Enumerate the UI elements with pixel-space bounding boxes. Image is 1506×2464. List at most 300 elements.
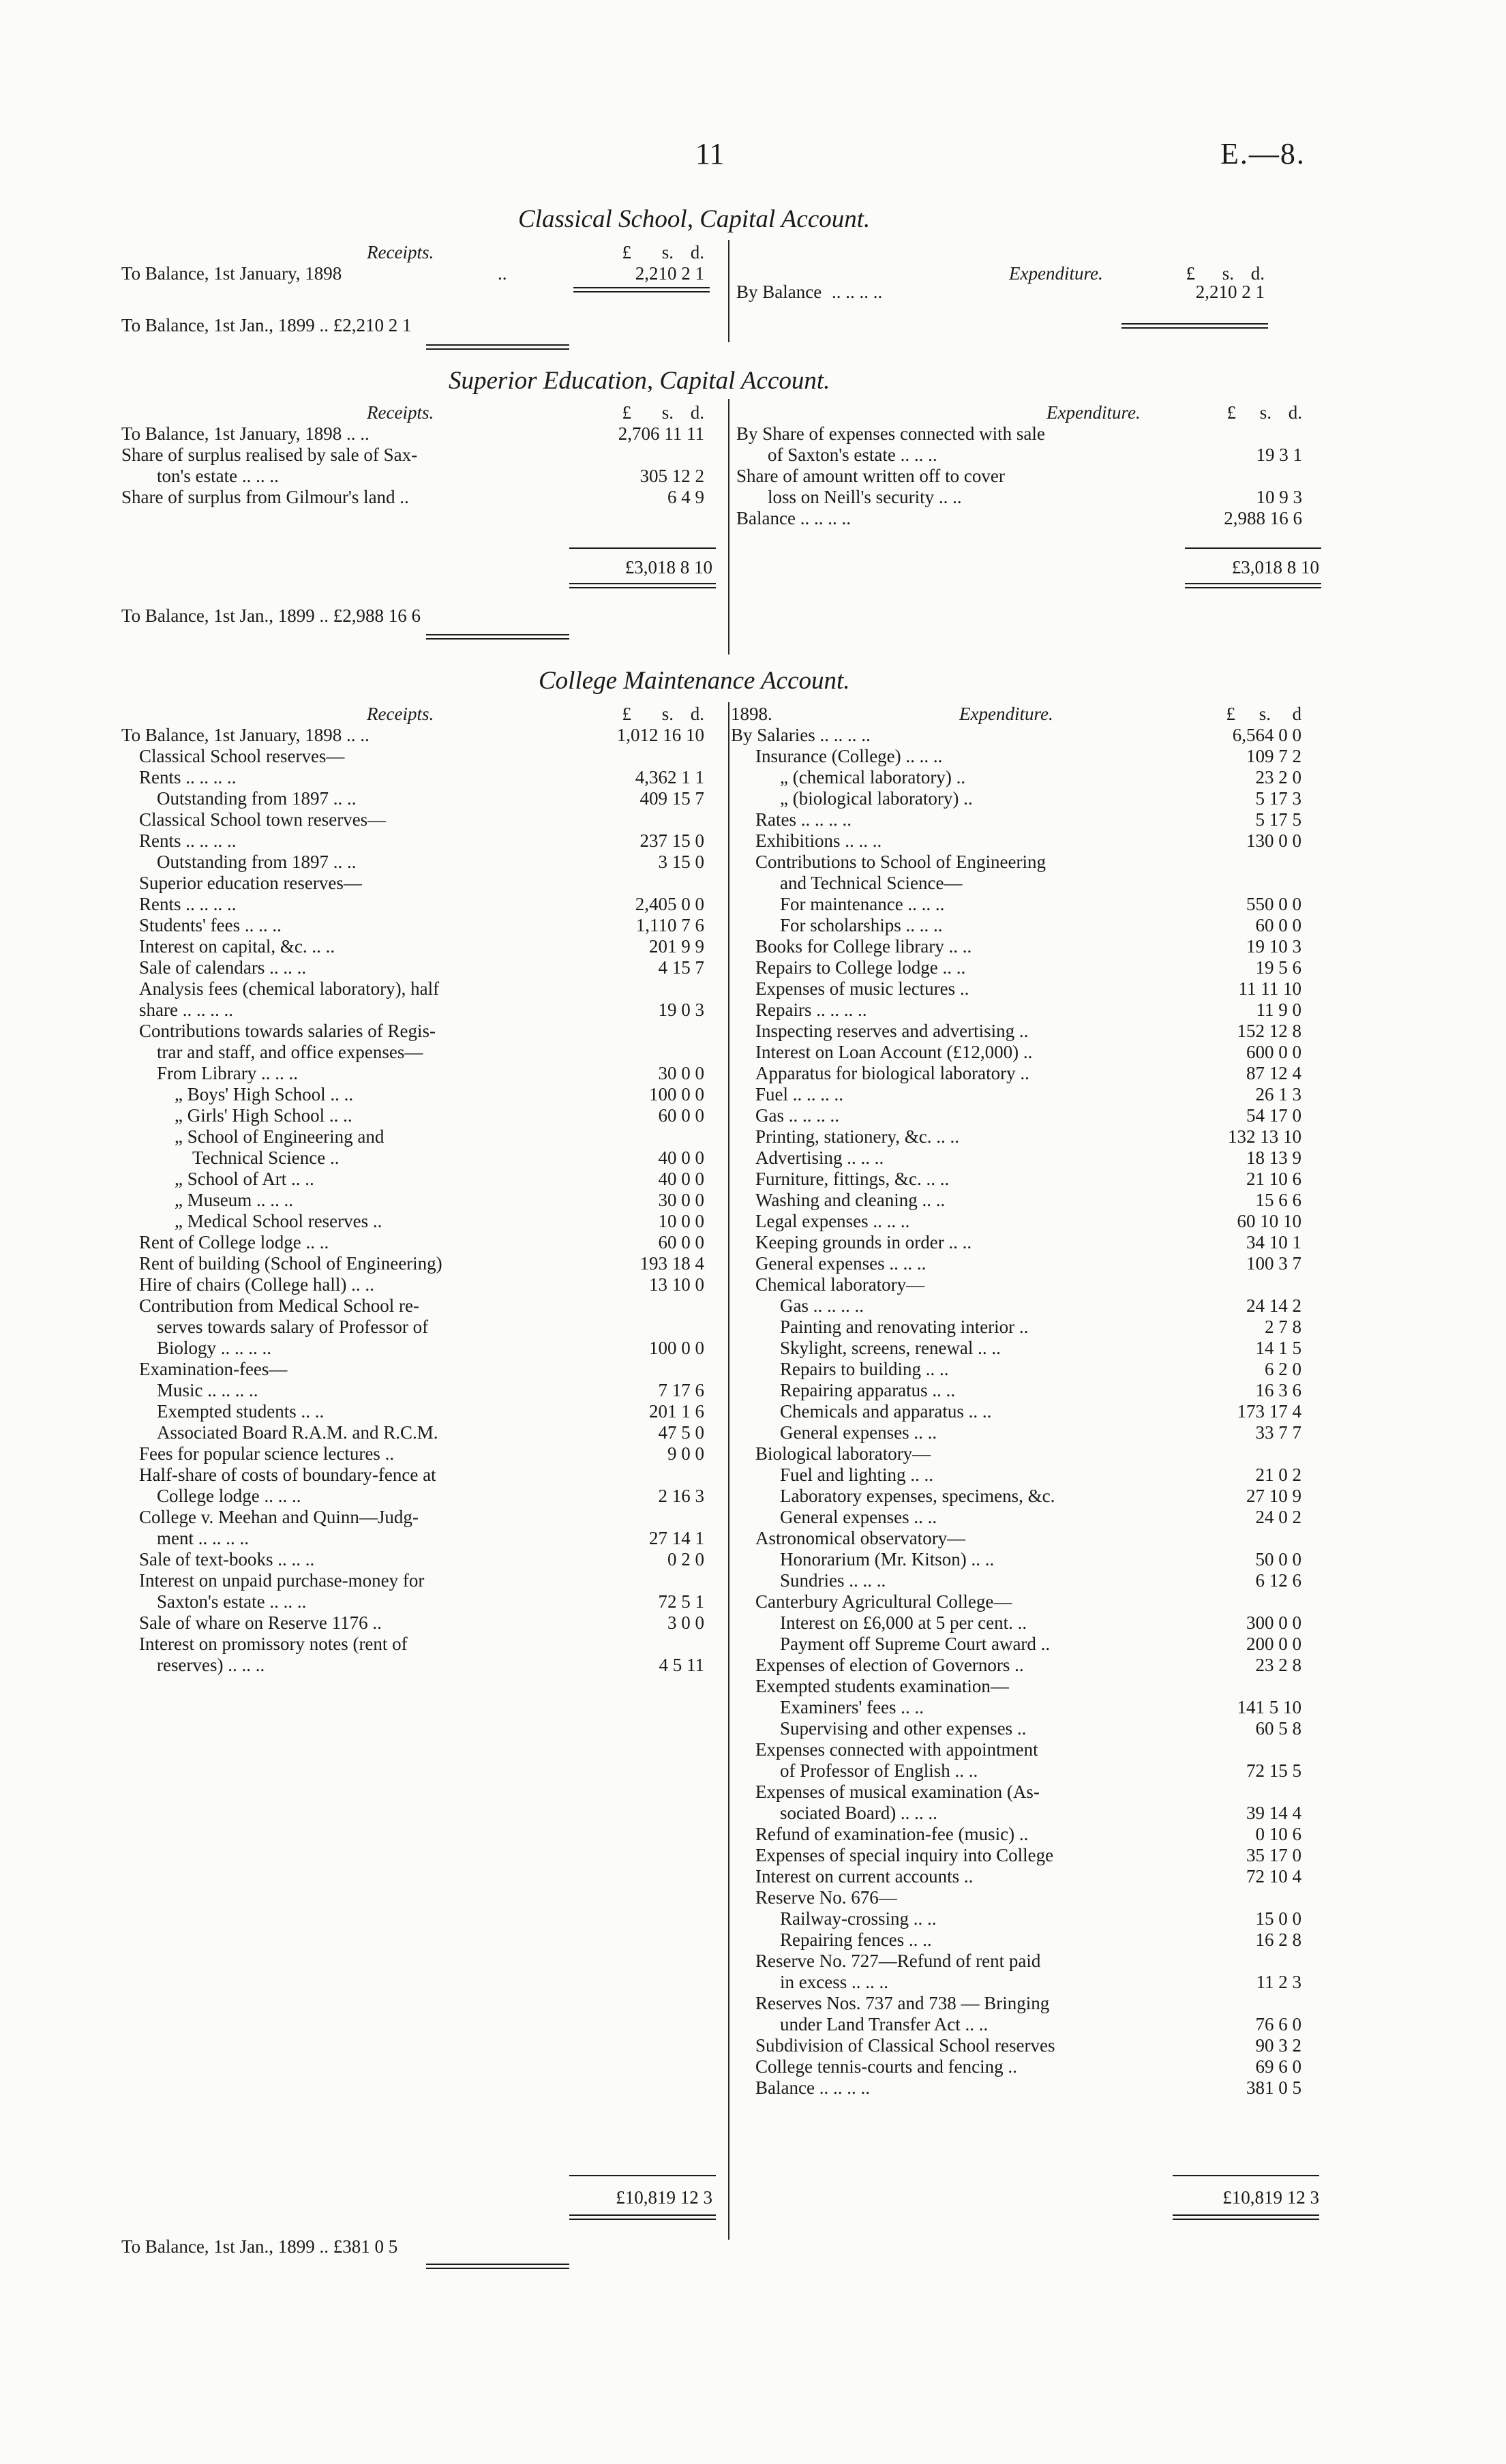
college-receipt-row-amount: 100 0 0 [649, 1338, 704, 1358]
college-receipts-heading: Receipts. [367, 704, 434, 724]
college-expenditure-row-label: Expenses of election of Governors .. [755, 1655, 1024, 1675]
college-receipt-row-label: Rents .. .. .. .. [139, 767, 237, 787]
college-expenditure-row-label: Books for College library .. .. [755, 936, 972, 957]
college-receipt-row-amount: 409 15 7 [639, 788, 704, 809]
college-expenditure-row-amount: 6 12 6 [1255, 1570, 1301, 1591]
superior-balance-forward: To Balance, 1st Jan., 1899 .. £2,988 16 6 [121, 605, 421, 626]
superior-expenditure-row-amount: 19 3 1 [1256, 445, 1302, 465]
col-pound: £ [622, 242, 631, 262]
college-receipt-row-amount: 60 0 0 [658, 1105, 704, 1126]
classical-title: Classical School, Capital Account. [518, 205, 871, 233]
college-receipt-row-amount: 72 5 1 [658, 1591, 704, 1612]
col-pound: £ [622, 402, 631, 423]
college-expenditure-row [731, 1000, 1331, 1021]
college-expenditure-row-amount: 23 2 8 [1255, 1655, 1301, 1675]
college-expenditure-row-label: Fuel and lighting .. .. [780, 1464, 933, 1485]
college-expenditure-row-label: Painting and renovating interior .. [780, 1317, 1029, 1337]
college-receipt-row-amount: 9 0 0 [667, 1443, 704, 1464]
college-expenditure-row [731, 1401, 1331, 1422]
college-expenditure-row [731, 809, 1331, 830]
college-expenditure-row-amount: 16 3 6 [1255, 1380, 1301, 1400]
college-expenditure-row-label: Reserve No. 727—Refund of rent paid [755, 1951, 1041, 1971]
college-receipt-row-amount: 201 9 9 [649, 936, 704, 957]
col-shillings: s. [661, 704, 674, 724]
college-expenditure-row-label: Contributions to School of Engineering [755, 852, 1046, 872]
superior-receipts-total: £3,018 8 10 [624, 557, 712, 577]
college-receipt-row [121, 1232, 721, 1253]
college-receipt-row-label: Rent of College lodge .. .. [139, 1232, 329, 1252]
college-expenditure-row [731, 1866, 1331, 1887]
college-expenditure-row [731, 1317, 1331, 1338]
college-receipt-row [121, 1169, 721, 1190]
college-receipt-row-label: Outstanding from 1897 .. .. [157, 852, 357, 872]
classical-expenditure [736, 263, 1323, 345]
double-rule [426, 2268, 569, 2269]
college-receipt-row-label: ment .. .. .. .. [157, 1528, 249, 1548]
college-expenditure-row-label: Refund of examination-fee (music) .. [755, 1824, 1029, 1844]
college-receipt-row [121, 1042, 721, 1063]
college-expenditure-row [731, 1084, 1331, 1105]
college-expenditure-row [731, 1169, 1331, 1190]
superior-expenditure-row-label: Share of amount written off to cover [736, 466, 1005, 486]
college-expenditure-row-label: Laboratory expenses, specimens, &c. [780, 1486, 1055, 1506]
college-expenditure-row [731, 1105, 1331, 1126]
college-receipt-row-label: To Balance, 1st January, 1898 .. .. [121, 725, 370, 745]
college-receipt-row-amount: 2,405 0 0 [635, 894, 704, 914]
college-expenditure-row-amount: 173 17 4 [1237, 1401, 1301, 1422]
col-shillings: s. [661, 402, 674, 423]
double-rule [569, 2219, 716, 2220]
college-receipt-row-amount: 19 0 3 [658, 1000, 704, 1020]
college-receipt-row-amount: 47 5 0 [658, 1422, 704, 1443]
college-expenditure-row-label: Examiners' fees .. .. [780, 1697, 924, 1717]
college-receipt-row-label: College lodge .. .. .. [157, 1486, 301, 1506]
col-pound: £ [1226, 402, 1236, 423]
college-expenditure-row-amount: 69 6 0 [1255, 2056, 1301, 2077]
college-expenditure-row [731, 1063, 1331, 1084]
college-receipt-row [121, 767, 721, 788]
college-expenditure-row-label: For scholarships .. .. .. [780, 915, 943, 935]
college-receipt-row [121, 1401, 721, 1422]
col-pence: d [1292, 704, 1301, 724]
college-expenditure-row-amount: 72 15 5 [1246, 1760, 1301, 1781]
college-receipt-row-label: Associated Board R.A.M. and R.C.M. [157, 1422, 438, 1443]
college-receipt-row-label: reserves) .. .. .. [157, 1655, 265, 1675]
total-rule [1173, 2175, 1319, 2176]
college-expenditure-row-label: „ (biological laboratory) .. [780, 788, 973, 809]
double-rule [1121, 327, 1268, 329]
college-receipt-row-label: Half-share of costs of boundary-fence at [139, 1464, 436, 1485]
college-expenditure-row-amount: 50 0 0 [1255, 1549, 1301, 1569]
double-rule [426, 348, 569, 350]
college-receipt-row-amount: 27 14 1 [649, 1528, 704, 1548]
college-expenditure-row [731, 1591, 1331, 1612]
college-expenditure-row [731, 746, 1331, 767]
superior-receipt-row [121, 466, 721, 487]
college-expenditure-row-amount: 381 0 5 [1246, 2077, 1301, 2098]
college-receipt-row-label: Interest on capital, &c. .. .. [139, 936, 335, 957]
college-receipt-row-label: Rents .. .. .. .. [139, 894, 237, 914]
college-receipt-row-amount: 4 15 7 [658, 957, 704, 978]
college-expenditure-row [731, 1443, 1331, 1464]
col-pence: d. [690, 242, 704, 262]
college-expenditure-row [731, 725, 1331, 746]
college-expenditure-row [731, 1824, 1331, 1845]
college-expenditure-row [731, 1634, 1331, 1655]
college-receipt-row-amount: 7 17 6 [658, 1380, 704, 1400]
double-rule [569, 583, 716, 584]
college-receipt-row [121, 1422, 721, 1443]
college-expenditure-row-label: Skylight, screens, renewal .. .. [780, 1338, 1001, 1358]
college-expenditure-row-label: Exempted students examination— [755, 1676, 1009, 1696]
superior-expenditure-row-label: loss on Neill's security .. .. [768, 487, 962, 507]
college-expenditure-row [731, 1908, 1331, 1929]
college-expenditure-row-amount: 11 11 10 [1238, 978, 1301, 999]
college-expenditure-row [731, 1760, 1331, 1782]
college-receipt-row-label: Hire of chairs (College hall) .. .. [139, 1274, 374, 1295]
college-receipt-row-label: Sale of text-books .. .. .. [139, 1549, 315, 1569]
superior-receipt-row-label: To Balance, 1st January, 1898 .. .. [121, 423, 370, 444]
superior-expenditure-total: £3,018 8 10 [1231, 557, 1319, 577]
college-receipt-row [121, 1063, 721, 1084]
college-expenditure-row-amount: 34 10 1 [1246, 1232, 1301, 1252]
college-receipt-row [121, 1612, 721, 1634]
college-expenditure-row-label: Interest on Loan Account (£12,000) .. [755, 1042, 1033, 1062]
college-expenditure-row-amount: 87 12 4 [1246, 1063, 1301, 1083]
college-receipt-row [121, 1359, 721, 1380]
college-expenditure-row-label: in excess .. .. .. [780, 1972, 888, 1992]
col-shillings: s. [1259, 704, 1271, 724]
superior-receipts-heading: Receipts. [367, 402, 434, 423]
college-receipts-total: £10,819 12 3 [616, 2187, 712, 2208]
college-expenditure-row-label: sociated Board) .. .. .. [780, 1803, 937, 1823]
college-receipt-row [121, 1084, 721, 1105]
superior-expenditure-row [736, 487, 1323, 508]
college-receipt-row-label: serves towards salary of Professor of [157, 1317, 429, 1337]
college-expenditure-row [731, 852, 1331, 873]
college-expenditure-row [731, 1803, 1331, 1824]
college-receipt-row [121, 1295, 721, 1317]
college-receipt-row-label: Fees for popular science lectures .. [139, 1443, 395, 1464]
college-expenditure-row-label: Reserve No. 676— [755, 1887, 897, 1908]
college-receipt-row [121, 1528, 721, 1549]
college-expenditure-row-label: Gas .. .. .. .. [780, 1295, 864, 1316]
double-rule [426, 638, 569, 640]
college-receipt-row-amount: 0 2 0 [667, 1549, 704, 1569]
college-receipt-row-label: Rents .. .. .. .. [139, 830, 237, 851]
classical-receipt-dots: .. [498, 263, 507, 284]
college-receipt-row-amount: 30 0 0 [658, 1063, 704, 1083]
double-rule [426, 344, 569, 346]
college-receipt-row-label: „ Boys' High School .. .. [175, 1084, 354, 1105]
col-shillings: s. [1222, 263, 1234, 284]
superior-receipt-row-label: Share of surplus from Gilmour's land .. [121, 487, 409, 507]
superior-receipts [121, 402, 721, 508]
college-expenditure-row [731, 1253, 1331, 1274]
college-expenditure-row-label: Apparatus for biological laboratory .. [755, 1063, 1029, 1083]
college-receipt-row [121, 936, 721, 957]
college-receipt-row-label: „ Girls' High School .. .. [175, 1105, 352, 1126]
college-expenditure-row-label: General expenses .. .. [780, 1507, 937, 1527]
double-rule [573, 291, 710, 292]
college-expenditure-row-amount: 76 6 0 [1255, 2014, 1301, 2034]
college-receipt-row [121, 1021, 721, 1042]
college-expenditure-row-label: Legal expenses .. .. .. [755, 1211, 910, 1231]
college-expenditure-row-label: Rates .. .. .. .. [755, 809, 852, 830]
college-expenditure-row-label: Reserves Nos. 737 and 738 — Bringing [755, 1993, 1050, 2013]
college-expenditure-row-amount: 130 0 0 [1246, 830, 1301, 851]
col-pence: d. [690, 402, 704, 423]
college-balance-forward: To Balance, 1st Jan., 1899 .. £381 0 5 [121, 2236, 398, 2257]
college-expenditure-row-amount: 23 2 0 [1255, 767, 1301, 787]
superior-receipt-row [121, 423, 721, 445]
college-expenditure-row-amount: 33 7 7 [1255, 1422, 1301, 1443]
college-expenditure-row-amount: 152 12 8 [1237, 1021, 1301, 1041]
classical-receipt-amount: 2,210 2 1 [635, 263, 704, 284]
college-receipt-row [121, 1443, 721, 1464]
college-expenditure-row-amount: 11 9 0 [1256, 1000, 1301, 1020]
college-expenditure-row-label: Interest on £6,000 at 5 per cent. .. [780, 1612, 1027, 1633]
college-expenditure-row [731, 2014, 1331, 2035]
college-expenditure-row-label: College tennis-courts and fencing .. [755, 2056, 1017, 2077]
college-expenditure-row-amount: 141 5 10 [1237, 1697, 1301, 1717]
college-expenditure-row-label: Chemicals and apparatus .. .. [780, 1401, 992, 1422]
college-expenditure-row [731, 894, 1331, 915]
col-shillings: s. [1259, 402, 1271, 423]
college-receipt-row [121, 809, 721, 830]
college-receipt-row-label: Students' fees .. .. .. [139, 915, 282, 935]
double-rule [569, 587, 716, 588]
college-expenditure-row-label: Honorarium (Mr. Kitson) .. .. [780, 1549, 995, 1569]
superior-expenditure-row-label: of Saxton's estate .. .. .. [768, 445, 937, 465]
college-receipt-row-amount: 60 0 0 [658, 1232, 704, 1252]
college-expenditure-row [731, 1338, 1331, 1359]
col-pence: d. [1288, 402, 1302, 423]
college-expenditure-row [731, 1676, 1331, 1697]
superior-receipt-row-amount: 2,706 11 11 [618, 423, 704, 444]
college-expenditure-row [731, 788, 1331, 809]
college-receipt-row [121, 830, 721, 852]
college-receipt-row-label: share .. .. .. .. [139, 1000, 233, 1020]
college-receipt-row-label: Classical School reserves— [139, 746, 345, 766]
college-expenditure-row [731, 1718, 1331, 1739]
college-expenditure-row [731, 1612, 1331, 1634]
college-receipt-row-amount: 3 15 0 [658, 852, 704, 872]
superior-expenditure-row [736, 445, 1323, 466]
college-expenditure-row-label: Balance .. .. .. .. [755, 2077, 870, 2098]
college-expenditure-row-label: Canterbury Agricultural College— [755, 1591, 1012, 1612]
college-receipt-row [121, 852, 721, 873]
college-expenditure-row-amount: 15 6 6 [1255, 1190, 1301, 1210]
superior-expenditure-row-label: By Share of expenses connected with sale [736, 423, 1045, 444]
college-expenditure-row-amount: 21 0 2 [1255, 1464, 1301, 1485]
college-receipt-row [121, 1507, 721, 1528]
col-pound: £ [1226, 704, 1235, 724]
college-expenditure-row-amount: 11 2 3 [1256, 1972, 1301, 1992]
superior-receipt-row [121, 445, 721, 466]
college-expenditure-row-label: General expenses .. .. .. [755, 1253, 927, 1274]
college-expenditure-row-label: Astronomical observatory— [755, 1528, 966, 1548]
college-expenditure-row-label: Gas .. .. .. .. [755, 1105, 839, 1126]
classical-divider [728, 240, 729, 342]
college-expenditure-row-amount: 24 0 2 [1255, 1507, 1301, 1527]
college-receipt-row-amount: 100 0 0 [649, 1084, 704, 1105]
classical-expenditure-amount: 2,210 2 1 [1195, 282, 1265, 302]
college-receipt-row-label: Contribution from Medical School re- [139, 1295, 419, 1316]
college-receipt-row-label: Superior education reserves— [139, 873, 362, 893]
college-receipt-row-amount: 2 16 3 [658, 1486, 704, 1506]
college-expenditure [731, 704, 1331, 2099]
college-receipt-row [121, 1549, 721, 1570]
college-receipt-row [121, 1000, 721, 1021]
college-expenditure-row-amount: 300 0 0 [1246, 1612, 1301, 1633]
college-expenditure-row [731, 957, 1331, 978]
college-expenditure-row-label: Printing, stationery, &c. .. .. [755, 1126, 959, 1147]
college-expenditure-row [731, 978, 1331, 1000]
college-receipt-row [121, 1211, 721, 1232]
college-expenditure-row-amount: 18 13 9 [1246, 1147, 1301, 1168]
college-receipt-row-amount: 1,110 7 6 [635, 915, 704, 935]
college-expenditure-row-label: Repairing apparatus .. .. [780, 1380, 956, 1400]
college-expenditure-row [731, 1887, 1331, 1908]
college-expenditure-row [731, 1782, 1331, 1803]
college-expenditure-row-amount: 60 0 0 [1255, 915, 1301, 935]
college-expenditure-row-label: Payment off Supreme Court award .. [780, 1634, 1051, 1654]
college-receipt-row [121, 746, 721, 767]
college-receipt-row-amount: 13 10 0 [649, 1274, 704, 1295]
college-expenditure-row-label: „ (chemical laboratory) .. [780, 767, 966, 787]
total-rule [569, 547, 716, 549]
superior-receipt-row-label: ton's estate .. .. .. [157, 466, 279, 486]
college-expenditure-total: £10,819 12 3 [1222, 2187, 1319, 2208]
college-expenditure-row-label: Supervising and other expenses .. [780, 1718, 1027, 1739]
college-expenditure-row-amount: 24 14 2 [1246, 1295, 1301, 1316]
college-receipt-row-label: „ Medical School reserves .. [175, 1211, 382, 1231]
college-expenditure-row-label: Expenses of musical examination (As- [755, 1782, 1040, 1802]
college-expenditure-row-label: Expenses of music lectures .. [755, 978, 969, 999]
superior-title: Superior Education, Capital Account. [449, 367, 830, 395]
college-receipt-row [121, 1338, 721, 1359]
superior-expenditure-row [736, 423, 1323, 445]
college-expenditure-row-amount: 39 14 4 [1246, 1803, 1301, 1823]
college-expenditure-row [731, 1697, 1331, 1718]
college-expenditure-row [731, 1232, 1331, 1253]
double-rule [1121, 323, 1268, 325]
college-receipt-row [121, 725, 721, 746]
col-pound: £ [1186, 263, 1195, 284]
superior-expenditure-row-amount: 2,988 16 6 [1224, 508, 1302, 528]
superior-receipt-row [121, 487, 721, 508]
superior-receipt-row-amount: 305 12 2 [639, 466, 704, 486]
college-receipt-row-label: Music .. .. .. .. [157, 1380, 258, 1400]
college-expenditure-row-amount: 0 10 6 [1255, 1824, 1301, 1844]
double-rule [1185, 583, 1321, 584]
college-expenditure-row-amount: 72 10 4 [1246, 1866, 1301, 1887]
total-rule [569, 2175, 716, 2176]
college-receipt-row-label: „ School of Art .. .. [175, 1169, 314, 1189]
classical-receipts-heading: Receipts. [367, 242, 434, 262]
college-receipt-row-label: Contributions towards salaries of Regis- [139, 1021, 436, 1041]
college-divider [728, 702, 729, 2240]
college-expenditure-row-amount: 90 3 2 [1255, 2035, 1301, 2056]
college-expenditure-row-label: For maintenance .. .. .. [780, 894, 945, 914]
college-expenditure-row-label: Repairs .. .. .. .. [755, 1000, 867, 1020]
college-receipt-row-amount: 237 15 0 [639, 830, 704, 851]
college-expenditure-row [731, 1929, 1331, 1951]
college-expenditure-row-label: Subdivision of Classical School reserves [755, 2035, 1055, 2056]
college-receipt-row-label: Biology .. .. .. .. [157, 1338, 272, 1358]
college-expenditure-row-amount: 60 5 8 [1255, 1718, 1301, 1739]
college-receipt-row-amount: 30 0 0 [658, 1190, 704, 1210]
college-expenditure-row [731, 2077, 1331, 2099]
college-expenditure-row [731, 915, 1331, 936]
college-receipt-row [121, 915, 721, 936]
double-rule [1173, 2214, 1319, 2216]
superior-expenditure-row [736, 466, 1323, 487]
college-expenditure-row-label: Repairs to College lodge .. .. [755, 957, 966, 978]
superior-expenditure-row [736, 508, 1323, 529]
double-rule [1185, 587, 1321, 588]
college-expenditure-row-amount: 21 10 6 [1246, 1169, 1301, 1189]
college-expenditure-row-label: Interest on current accounts .. [755, 1866, 974, 1887]
college-receipt-row-label: Rent of building (School of Engineering) [139, 1253, 442, 1274]
college-expenditure-row-label: Sundries .. .. .. [780, 1570, 886, 1591]
college-expenditure-row-amount: 600 0 0 [1246, 1042, 1301, 1062]
classical-expenditure-dots: .. .. .. .. [832, 282, 883, 302]
college-receipt-row [121, 1570, 721, 1591]
college-expenditure-row [731, 873, 1331, 894]
double-rule [573, 287, 710, 288]
college-expenditure-row [731, 1422, 1331, 1443]
classical-receipt-label: To Balance, 1st January, 1898 [121, 263, 342, 284]
college-expenditure-row-label: Inspecting reserves and advertising .. [755, 1021, 1029, 1041]
superior-receipt-row-label: Share of surplus realised by sale of Sax- [121, 445, 418, 465]
college-expenditure-row [731, 1486, 1331, 1507]
college-expenditure-row [731, 2035, 1331, 2056]
college-expenditure-row-label: Biological laboratory— [755, 1443, 931, 1464]
superior-expenditure-row-amount: 10 9 3 [1256, 487, 1302, 507]
college-expenditure-row-label: Insurance (College) .. .. .. [755, 746, 943, 766]
college-expenditure-row-amount: 6,564 0 0 [1232, 725, 1301, 745]
college-receipt-row-label: Outstanding from 1897 .. .. [157, 788, 357, 809]
college-receipts [121, 704, 721, 1676]
college-expenditure-row [731, 1507, 1331, 1528]
double-rule [426, 634, 569, 635]
college-receipt-row-label: From Library .. .. .. [157, 1063, 298, 1083]
col-shillings: s. [661, 242, 674, 262]
college-expenditure-row-label: and Technical Science— [780, 873, 963, 893]
college-expenditure-row [731, 936, 1331, 957]
college-expenditure-row [731, 1951, 1331, 1972]
page-number: 11 [695, 137, 725, 170]
college-expenditure-row-amount: 550 0 0 [1246, 894, 1301, 914]
college-expenditure-row [731, 1359, 1331, 1380]
college-expenditure-row-label: Fuel .. .. .. .. [755, 1084, 844, 1105]
college-expenditure-row [731, 1042, 1331, 1063]
college-receipt-row-label: trar and staff, and office expenses— [157, 1042, 423, 1062]
double-rule [1173, 2219, 1319, 2220]
college-receipt-row [121, 873, 721, 894]
college-expenditure-row [731, 1021, 1331, 1042]
college-receipt-row-label: Classical School town reserves— [139, 809, 387, 830]
total-rule [1185, 547, 1321, 549]
college-title: College Maintenance Account. [539, 667, 850, 695]
college-expenditure-row [731, 1993, 1331, 2014]
college-receipt-row-amount: 40 0 0 [658, 1169, 704, 1189]
college-expenditure-row-amount: 5 17 5 [1255, 809, 1301, 830]
classical-expenditure-label: By Balance [736, 282, 822, 302]
superior-receipt-row-amount: 6 4 9 [667, 487, 704, 507]
